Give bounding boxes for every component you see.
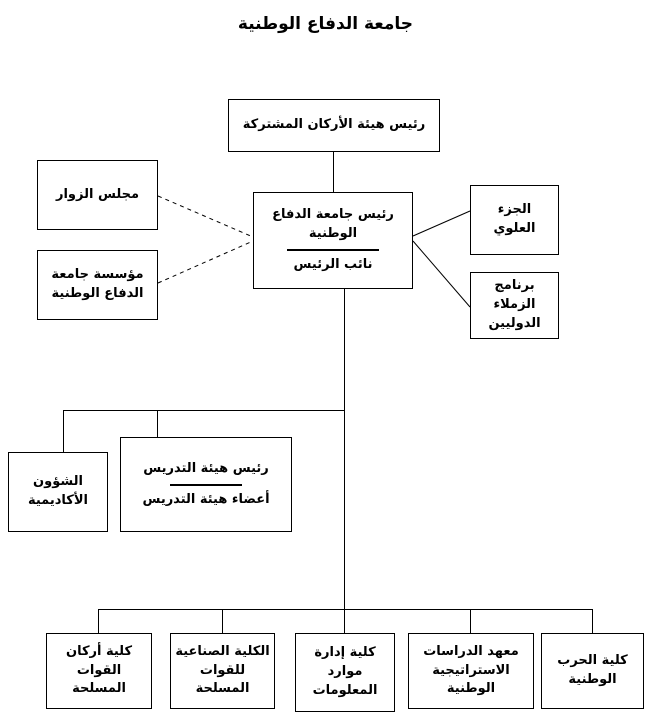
connector-bottom-branch bbox=[98, 609, 593, 610]
org-node-national-war-college bbox=[541, 633, 644, 709]
org-node-board-of-visitors-label: مجلس الزوار bbox=[55, 186, 140, 202]
org-node-armed-forces-staff-college bbox=[46, 633, 152, 709]
org-node-information-resources-college-label: كلية إدارة موارد المعلومات bbox=[312, 645, 378, 698]
dashed-connector-foundation bbox=[158, 241, 253, 283]
connector-drop-faculty bbox=[157, 410, 158, 437]
connector-midtier-branch bbox=[63, 410, 345, 411]
org-node-university-foundation-label: مؤسسة جامعة الدفاع الوطنية bbox=[51, 267, 144, 301]
org-node-faculty-head-label: رئيس هيئة التدريس bbox=[143, 460, 269, 476]
faculty-divider-line bbox=[170, 484, 242, 486]
org-node-vice-president-title: نائب الرئيس bbox=[293, 256, 373, 272]
solid-connector-intl-fellows bbox=[413, 241, 470, 307]
org-node-university-foundation bbox=[37, 250, 158, 320]
org-node-upper-part-label: الجزء العلوي bbox=[493, 202, 536, 236]
org-node-international-fellows bbox=[470, 272, 559, 339]
org-node-academic-affairs-label: الشؤون الأكاديمية bbox=[27, 474, 89, 508]
connector-drop-industrial-college bbox=[222, 609, 223, 633]
chart-title: جامعة الدفاع الوطنية bbox=[237, 14, 414, 34]
solid-connector-upper-part bbox=[413, 211, 470, 236]
org-node-industrial-college-label: الكلية الصناعية للقوات المسلحة bbox=[175, 643, 270, 697]
connector-drop-war-college bbox=[592, 609, 593, 633]
connector-drop-staff-college bbox=[98, 609, 99, 633]
org-node-president bbox=[253, 192, 413, 289]
org-node-faculty bbox=[120, 437, 292, 532]
connector-president-trunk bbox=[344, 289, 345, 633]
org-node-strategic-studies-institute-label: معهد الدراسات الاستراتيجية الوطنية bbox=[423, 643, 519, 697]
connector-drop-academic bbox=[63, 410, 64, 452]
org-node-chairman-label: رئيس هيئة الأركان المشتركة bbox=[242, 117, 426, 133]
org-node-chairman bbox=[228, 99, 440, 152]
org-node-academic-affairs bbox=[8, 452, 108, 532]
org-node-national-war-college-label: كلية الحرب الوطنية bbox=[557, 653, 628, 687]
dashed-connector-visitors bbox=[158, 196, 253, 237]
org-node-strategic-studies-institute bbox=[408, 633, 534, 709]
org-node-upper-part bbox=[470, 185, 559, 255]
connector-chairman-president bbox=[333, 152, 334, 192]
org-node-faculty-members-label: أعضاء هيئة التدريس bbox=[142, 491, 270, 507]
org-node-president-title: رئيس جامعة الدفاع الوطنية bbox=[272, 207, 394, 242]
org-node-board-of-visitors bbox=[37, 160, 158, 230]
org-node-industrial-college bbox=[170, 633, 275, 709]
connector-drop-strategic-institute bbox=[470, 609, 471, 633]
president-divider-line bbox=[287, 249, 379, 251]
org-node-international-fellows-label: برنامج الزملاء الدوليين bbox=[488, 278, 541, 331]
org-node-information-resources-college bbox=[295, 633, 395, 712]
org-node-armed-forces-staff-college-label: كلية أركان القوات المسلحة bbox=[65, 643, 133, 697]
